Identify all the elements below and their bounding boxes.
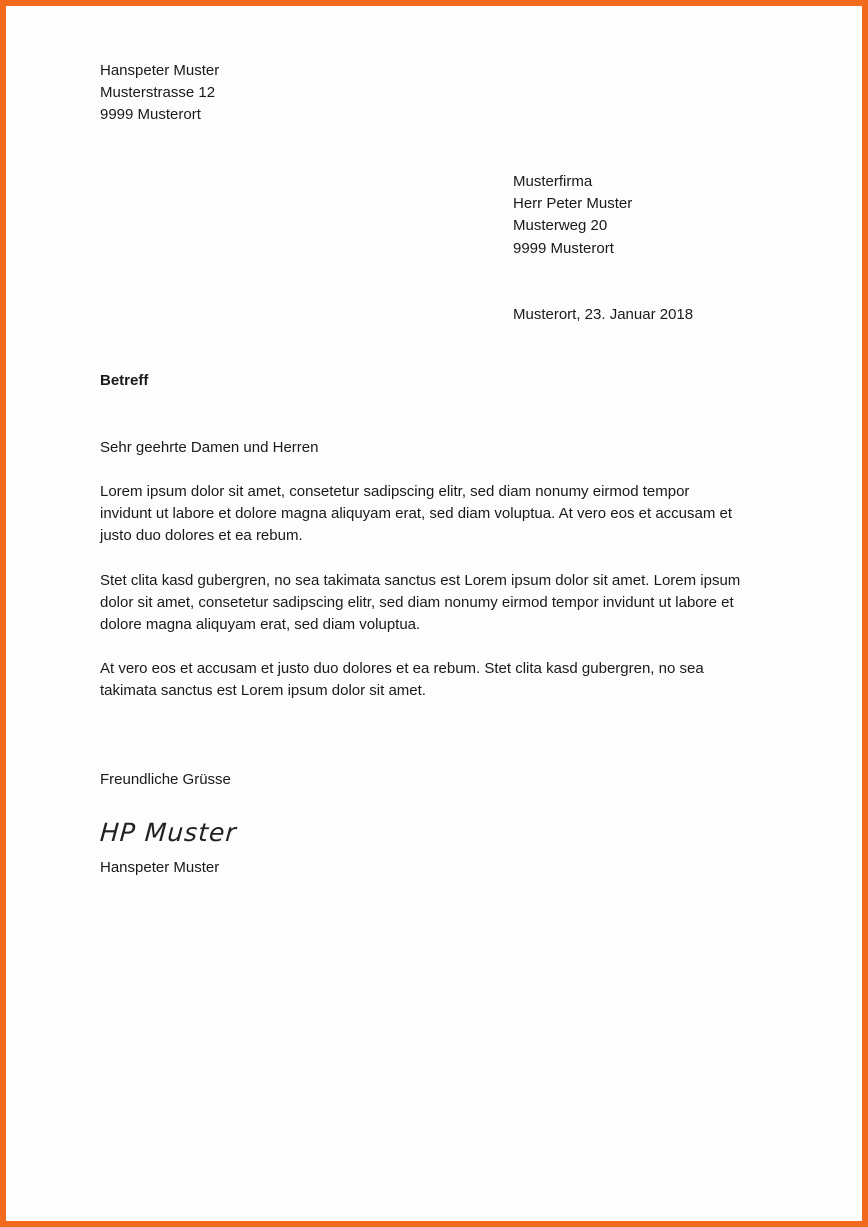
letter-subject: Betreff bbox=[100, 372, 149, 389]
paragraph-line: invidunt ut labore et dolore magna aliquyam erat, sed diam voluptua. At vero eos et accusam et bbox=[100, 505, 733, 523]
letter-date: Musterort, 23. Januar 2018 bbox=[513, 306, 694, 323]
body-paragraph-1 bbox=[100, 481, 800, 548]
signer-name: Hanspeter Muster bbox=[100, 859, 220, 876]
paragraph-line: justo duo dolores et ea rebum. bbox=[100, 527, 303, 545]
recipient-street: Musterweg 20 bbox=[513, 217, 608, 235]
sender-name: Hanspeter Muster bbox=[100, 62, 220, 79]
salutation: Sehr geehrte Damen und Herren bbox=[100, 439, 319, 456]
sender-street: Musterstrasse 12 bbox=[100, 84, 216, 102]
body-paragraph-3 bbox=[100, 658, 800, 702]
paragraph-line: Lorem ipsum dolor sit amet, consetetur sadipscing elitr, sed diam nonumy eirmod tempor bbox=[100, 483, 690, 500]
handwritten-signature: HP Muster bbox=[99, 818, 238, 847]
paragraph-line: At vero eos et accusam et justo duo dolores et ea rebum. Stet clita kasd gubergren, no sea bbox=[100, 660, 704, 677]
sender-city: 9999 Musterort bbox=[100, 106, 201, 124]
recipient-company: Musterfirma bbox=[513, 173, 593, 190]
recipient-city: 9999 Musterort bbox=[513, 239, 614, 257]
paragraph-line: dolor sit amet, consetetur sadipscing elitr, sed diam nonumy eirmod tempor invidunt ut labore et bbox=[100, 594, 734, 612]
closing-phrase: Freundliche Grüsse bbox=[100, 771, 231, 788]
paragraph-line: dolore magna aliquyam erat, sed diam voluptua. bbox=[100, 616, 421, 634]
paragraph-line: Stet clita kasd gubergren, no sea takimata sanctus est Lorem ipsum dolor sit amet. Lorem ipsum bbox=[100, 572, 741, 589]
body-paragraph-2 bbox=[100, 570, 800, 637]
recipient-address bbox=[513, 171, 632, 260]
paragraph-line: takimata sanctus est Lorem ipsum dolor sit amet. bbox=[100, 682, 426, 700]
recipient-name: Herr Peter Muster bbox=[513, 195, 633, 213]
sender-address bbox=[100, 60, 219, 127]
